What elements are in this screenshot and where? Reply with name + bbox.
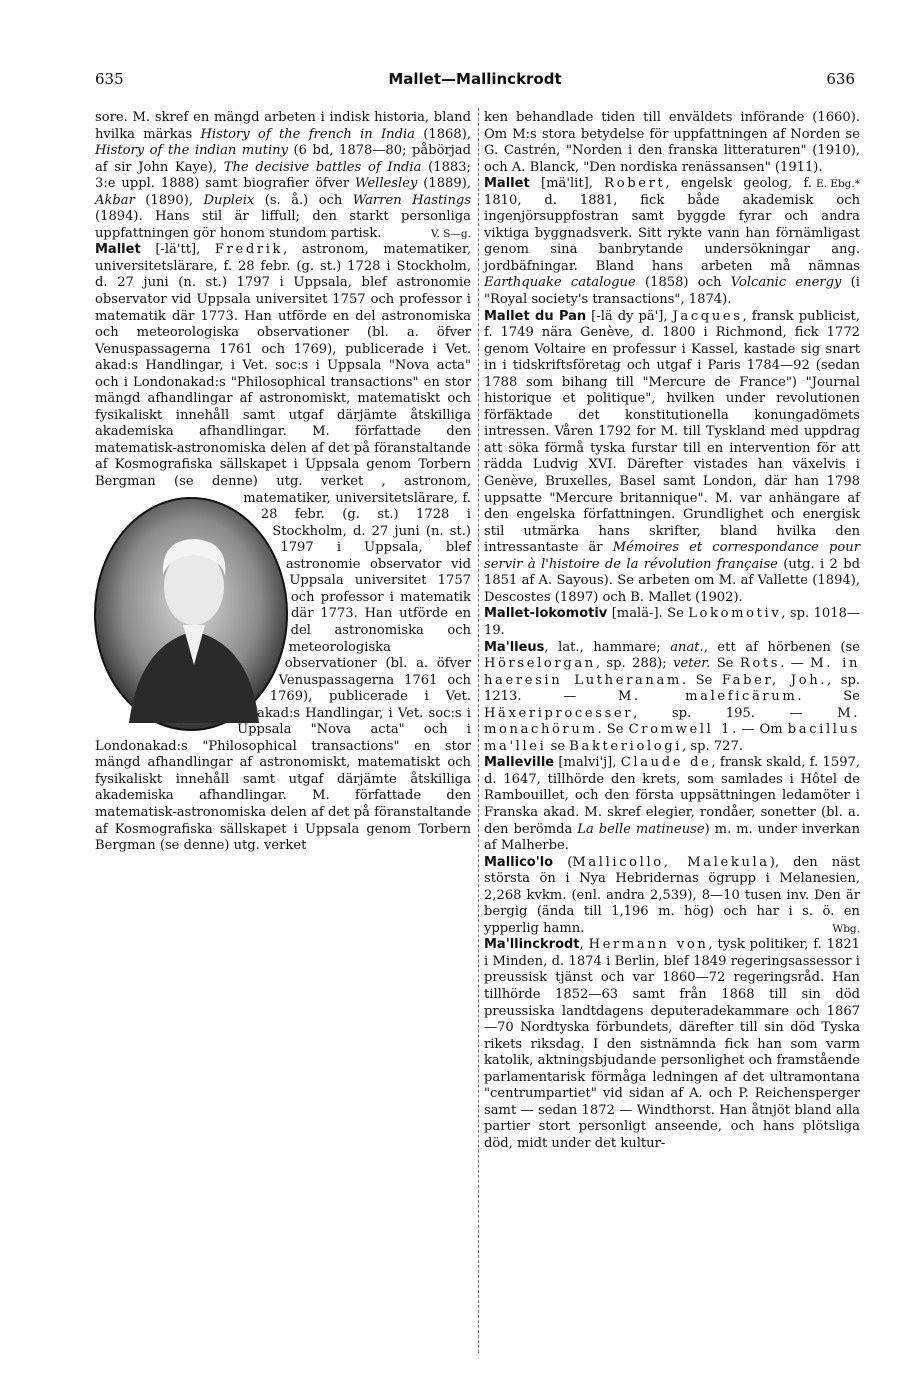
portrait-fredrik-mallet [91,495,291,733]
entry-mallet-robert: Mallet [mä'lit], Robert, engelsk geolog, f. 1810, d. 1881, fick både akademisk och ingenjörsuppfostran samt byggde fyrar och andra viktiga byggnadsverk. Sitt rykte vann han förnämligast genom sina banbrytande undersökningar ang. jordbäfningar. Bland hans arbeten må nämnas Earthquake catalogue (1858) och Volcanic energy (i "Royal society's transactions", 1874). [484,176,860,308]
signature: V. S—g. [430,227,471,240]
signature: Wbg. [832,922,860,935]
page-number-right: 636 [826,70,855,88]
left-column [95,110,471,855]
signature: E. Ebg.* [815,178,860,191]
running-head: Mallet—Mallinckrodt [388,70,562,88]
entry-mallet-fredrik: Mallet [-lä'tt], Fredrik, astronom, matematiker, universitetslärare, f. 28 febr. (g. st.) 1728 i Stockholm, d. 27 juni (n. st.) 1797 i Uppsala, blef astronomie observator vid Uppsala universitet 1757 och professor i matematik där 1773. Han utförde en del astronomiska och meteorologiska observationer (bl. a. öfver Venuspassagerna 1761 och 1769), publicerade i Vet. akad:s Handlingar, i Vet. soc:s i Uppsala "Nova acta" och i Londonakad:s "Philosophical transactions" en stor mängd afhandlingar af astronomiskt, matematiskt och fysikaliskt innehåll samt utgaf därjämte åtskilliga akademiska afhandlingar. M. författade den matematisk-astronomiska delen af det på föranstaltande af Kosmografiska sällskapet i Uppsala genom Torbern Bergman (se denne) utg. verket , astronom, matematiker, universitetslärare, f. 28 febr. (g. st.) 1728 i Stockholm, d. 27 juni (n. st.) 1797 i Uppsala, blef astronomie observator vid Uppsala universitet 1757 och professor i matematik där 1773. Han utförde en del astronomiska och meteorologiska observationer (bl. a. öfver Venuspassagerna 1761 och 1769), publicerade i Vet. akad:s Handlingar, i Vet. soc:s i Uppsala "Nova acta" och i Londonakad:s "Philosophical transactions" en stor mängd afhandlingar af astronomiskt, matematiskt och fysikaliskt innehåll samt utgaf därjämte åtskilliga akademiska afhandlingar. M. författade den matematisk-astronomiska delen af det på föranstaltande af Kosmografiska sällskapet i Uppsala genom Torbern Bergman (se denne) utg. verket [95,242,471,854]
entry-continuation: sore. M. skref en mängd arbeten i indisk historia, bland hvilka märkas History of the french in India (1868), History of the indian mutiny (6 bd, 1878—80; påbörjad af sir John Kaye), The decisive battles of India (1883; 3:e uppl. 1888) samt biografier öfver Wellesley (1889), Akbar (1890), Dupleix (s. å.) och Warren Hastings (1894). Hans stil är liffull; den starkt personliga uppfattningen gör honom stundom partisk. V. S—g. [95,110,471,241]
page-header [95,70,855,94]
entry-continuation-right: ken behandlade tiden till enväldets införande (1660). Om M:s stora betydelse för uppfattningen af Norden se G. Castrén, "Norden i den franska litteraturen" (1910), och A. Blanck, "Den nordiska renässansen" (1911). E. Ebg.* [484,110,860,176]
page-number-left: 635 [95,70,124,88]
entry-malleus: Ma'lleus, lat., hammare; anat., ett af hörbenen (se Hörselorgan, sp. 288); veter. Se Rots. — M. in haeresin Lutheranam. Se Faber, Joh., sp. 1213. — M. maleficärum. Se Häxeriprocesser, sp. 195. — M. monachörum. Se Cromwell 1. — Om bacillus ma'llei se Bakteriologi, sp. 727. [484,639,860,754]
entry-mallinckrodt: Ma'llinckrodt, Hermann von, tysk politiker, f. 1821 i Minden, d. 1874 i Berlin, blef 1849 regeringsassessor i preussisk tjänst och var 1860—72 regeringsråd. Han tillhörde 1852—63 samt från 1868 till sin död preussiska landtdagens deputeradekammare och 1867—70 Nordtyska förbundets, därefter till sin död Tyska rikets riksdag. I den sistnämnda fick han som varm katolik, aktningsbjudande personlighet och framstående parlamentarisk förmåga ledningen af det ultramontana "centrumpartiet" vid sidan af A. och P. Reichensperger samt — sedan 1872 — Windthorst. Han åtnjöt bland alla partier stort personligt anseende, och hans plötsliga död, midt under det kultur- [484,937,860,1151]
entry-malleville: Malleville [malvi'j], Claude de, fransk skald, f. 1597, d. 1647, tillhörde den krets, som samlades i Hôtel de Rambouillet, och den första uppsättningen ledamöter i Franska akad. M. skref elegier, rondåer, sonetter (bl. a. den berömda La belle matineuse) m. m. under inverkan af Malherbe. [484,755,861,854]
entry-mallet-lokomotiv: Mallet-lokomotiv [malä-]. Se Lokomotiv, sp. 1018—19. [484,606,860,638]
right-column [484,110,860,1152]
entry-mallicolo: Mallico'lo (Mallicollo, Malekula), den näst största ön i Nya Hebridernas ögrupp i Melanesien, 2,268 kvkm. (enl. andra 2,539), 8—10 tusen inv. Den är bergig (ända till 1,196 m. hög) och har i s. ö. en ypperlig hamn. Wbg. [484,854,860,936]
headword: Mallet [95,242,141,258]
column-divider [478,108,479,1353]
entry-mallet-du-pan: Mallet du Pan [-lä dy pä'], Jacques, fransk publicist, f. 1749 nära Genève, d. 1800 i Richmond, fick 1772 genom Voltaire en professur i Kassel, kastade sig snart in i tidskriftsföretag och utgaf i Paris 1784—92 (sedan 1788 som bihang till "Mercure de France") "Journal historique et politique", hvilken under revolutionen förfäktade det konstitutionella konungadömets intressen. Våren 1792 for M. till Tyskland med uppdrag att söka förmå tyska furstar till en intervention för att rädda Ludvig XVI. Därefter vistades han växelvis i Genève, Bruxelles, Basel samt London, där han 1798 uppsatte "Mercure britannique". M. var anhängare af den engelska författningen. Grundlighet och energisk stil utmärka hans skrifter, bland hvilka den intressantaste är Mémoires et correspondance pour servir à l'histoire de la révolution française (utg. i 2 bd 1851 af A. Sayous). Se arbeten om M. af Vallette (1894), Descostes (1897) och B. Mallet (1902). [484,308,860,605]
